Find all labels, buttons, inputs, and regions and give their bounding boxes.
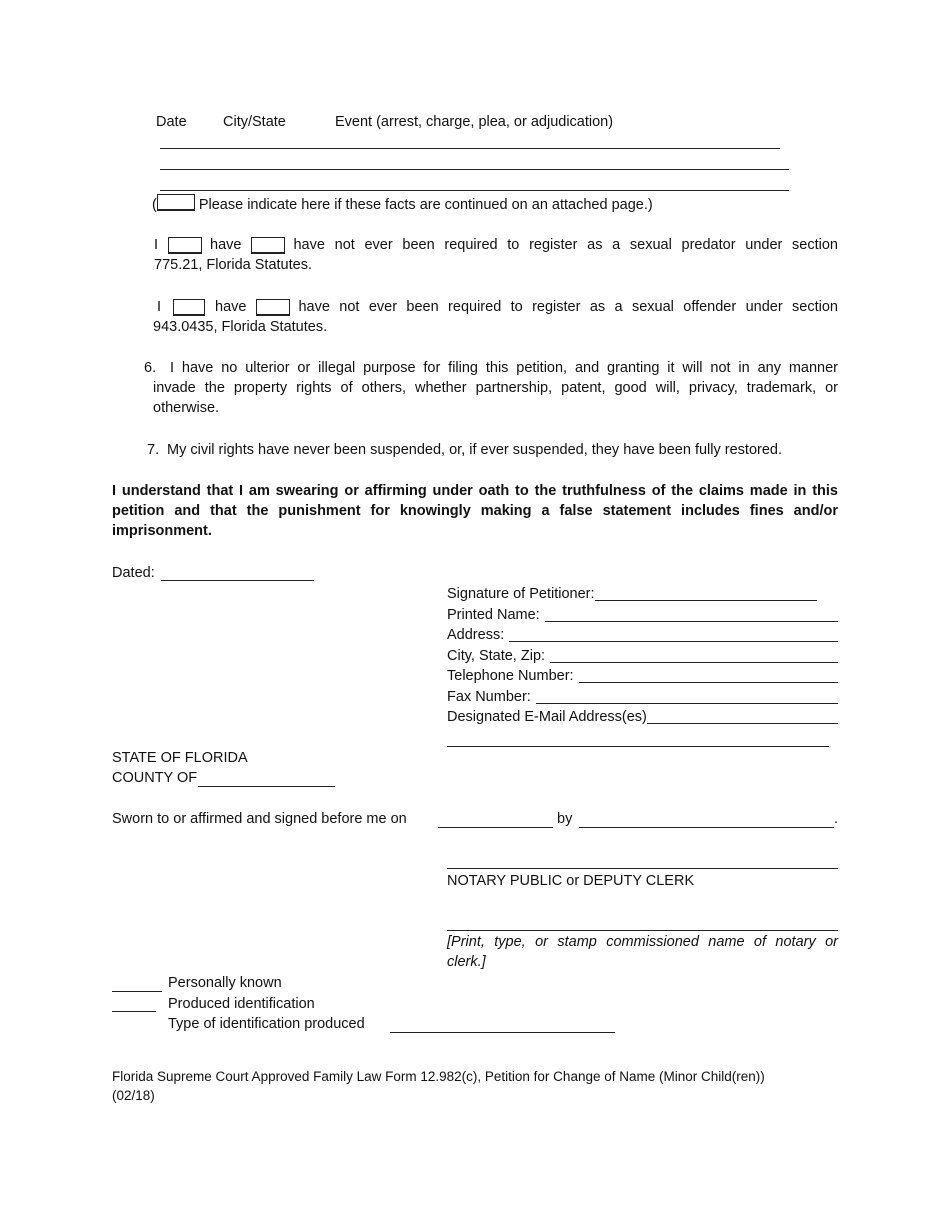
signature-label: Signature of Petitioner: [447, 586, 595, 602]
item-7-text: My civil rights have never been suspended, or, if ever suspended, they have been fully restored. [167, 442, 782, 458]
printed-name-label: Printed Name: [447, 606, 540, 623]
continued-note-text: Please indicate here if these facts are continued on an attached page.) [198, 197, 653, 213]
personally-known-label: Personally known [168, 975, 282, 991]
telephone-label: Telephone Number: [447, 668, 574, 684]
notary-signature-field[interactable] [447, 868, 838, 869]
produced-id-field[interactable] [112, 1011, 156, 1012]
notary-name-field[interactable] [447, 930, 838, 931]
sworn-period: . [834, 811, 839, 827]
offender-have-not-checkbox[interactable] [256, 299, 290, 316]
notary-title: NOTARY PUBLIC or DEPUTY CLERK [447, 873, 695, 889]
predator-have-checkbox[interactable] [168, 237, 202, 254]
dated-field[interactable] [161, 580, 314, 581]
printed-name-field[interactable] [545, 605, 838, 622]
history-line-1[interactable] [160, 148, 780, 149]
predator-statute: 775.21, Florida Statutes. [154, 257, 312, 273]
offender-statement: I have have not ever been required to register as a sexual offender under section 943.0435, Florida Statutes. [153, 299, 838, 335]
county-label: COUNTY OF [112, 770, 198, 786]
signature-field[interactable] [595, 584, 817, 601]
personally-known-field[interactable] [112, 991, 162, 992]
column-header-event: Event (arrest, charge, plea, or adjudication) [335, 114, 614, 130]
fax-field[interactable] [536, 687, 838, 704]
email-field[interactable] [647, 707, 838, 724]
type-of-id-label: Type of identification produced [168, 1016, 365, 1032]
city-state-zip-field[interactable] [550, 646, 838, 663]
fax-label: Fax Number: [447, 688, 531, 705]
county-field[interactable] [198, 786, 335, 787]
email-field-continued[interactable] [447, 746, 829, 747]
offender-have-checkbox[interactable] [173, 299, 205, 316]
item-7-number: 7. [147, 442, 160, 458]
item-6-number: 6. [144, 360, 157, 376]
history-line-2[interactable] [160, 169, 789, 170]
item-6-text: I have no ulterior or illegal purpose for filing this petition, and granting it will not in any manner invade the property rights of others, whether partnership, patent, good will, privacy, trademark, or otherwise. [153, 360, 838, 416]
column-header-date: Date [156, 114, 187, 130]
history-line-3[interactable] [160, 190, 789, 191]
oath-statement: I understand that I am swearing or affirming under oath to the truthfulness of the claims made in this petition and that the punishment for knowingly making a false statement includes fines and/or imprisonment. [112, 483, 838, 539]
produced-id-label: Produced identification [168, 996, 315, 1012]
continued-note-row: ( Please indicate here if these facts are continued on an attached page.) [152, 194, 653, 215]
continued-checkbox[interactable] [157, 194, 195, 211]
sworn-date-field[interactable] [438, 827, 553, 828]
sworn-by-label: by [557, 811, 573, 827]
dated-label: Dated: [112, 565, 155, 581]
form-footer: Florida Supreme Court Approved Family Law Form 12.982(c), Petition for Change of Name (Minor Child(ren)) (02/18) [112, 1069, 765, 1103]
column-header-city-state: City/State [223, 114, 286, 130]
predator-have-not-checkbox[interactable] [251, 237, 285, 254]
address-field[interactable] [509, 625, 838, 642]
email-label: Designated E-Mail Address(es) [447, 709, 647, 725]
city-state-zip-label: City, State, Zip: [447, 647, 546, 664]
petitioner-block [447, 584, 838, 728]
sworn-text: Sworn to or affirmed and signed before me on [112, 811, 407, 827]
offender-statute: 943.0435, Florida Statutes. [153, 319, 328, 335]
notary-print-instructions: [Print, type, or stamp commissioned name of notary or clerk.] [447, 934, 838, 970]
state-label: STATE OF FLORIDA [112, 750, 248, 766]
address-label: Address: [447, 627, 505, 643]
predator-statement: I have have not ever been required to register as a sexual predator under section 775.21, Florida Statutes. [154, 237, 838, 273]
type-of-id-field[interactable] [390, 1032, 615, 1033]
telephone-field[interactable] [579, 666, 838, 683]
sworn-by-field[interactable] [579, 827, 834, 828]
